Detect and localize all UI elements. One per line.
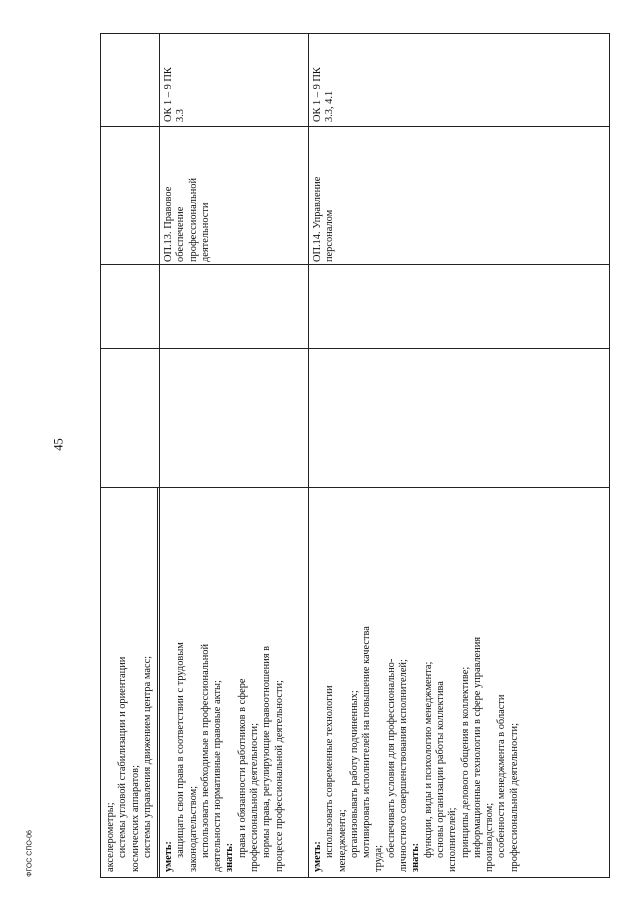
- content-line: уметь:: [312, 841, 323, 872]
- content-line: нормы права, регулирующие правоотношения в: [261, 645, 273, 858]
- content-line: знать:: [410, 842, 422, 872]
- content-line: особенности менеджмента в области: [496, 694, 508, 858]
- column-divider: [101, 126, 609, 127]
- competency-cell: ОК 1 – 9 ПК 3.3, 4.1: [312, 67, 336, 122]
- discipline-cell: ОП.14. Управление персоналом: [312, 176, 336, 262]
- content-cell: [312, 492, 521, 872]
- header-divider: [157, 488, 158, 877]
- page-number: 45: [51, 438, 66, 451]
- column-divider: [101, 264, 609, 265]
- content-line: процессе профессиональной деятельности;: [273, 680, 285, 872]
- column-divider: [101, 487, 609, 488]
- content-cell: [105, 492, 154, 872]
- content-line: знать:: [224, 842, 236, 872]
- content-line: организовывать работу подчиненных;: [348, 690, 360, 858]
- content-line: использовать необходимые в профессиональной: [199, 643, 211, 858]
- column-divider: [101, 348, 609, 349]
- content-line: личностного совершенствования исполнителей;: [398, 659, 410, 872]
- content-line: основы организации работы коллектива: [434, 681, 446, 858]
- footer-code: ФГОС СПО-06: [26, 830, 34, 877]
- competency-cell: ОК 1 – 9 ПК 3.3: [163, 67, 187, 122]
- content-line: функции, виды и психологию менеджмента;: [422, 661, 434, 858]
- content-line: деятельности нормативные правовые акты;: [212, 680, 224, 872]
- content-line: обеспечивать условия для профессионально-: [385, 658, 397, 858]
- content-line: профессиональной деятельности;: [249, 722, 261, 872]
- content-line: менеджмента;: [336, 809, 348, 872]
- competency-table: [100, 33, 610, 878]
- content-line: защищать свои права в соответствии с трудовым: [175, 642, 187, 858]
- content-line: труда;: [373, 844, 385, 872]
- rotated-page-content: [100, 33, 610, 878]
- content-line: исполнителей;: [447, 807, 459, 872]
- content-line: права и обязанности работников в сфере: [236, 678, 248, 858]
- content-line: принципы делового общения в коллективе;: [459, 666, 471, 858]
- content-line: использовать современные технологии: [324, 685, 336, 858]
- content-line: информационные технологии в сфере управления: [471, 636, 483, 858]
- content-line: космических аппаратов;: [129, 765, 141, 872]
- content-line: системы управления движением центра масс;: [141, 655, 153, 858]
- discipline-cell: ОП.13. Правовое обеспечение профессиональной деятельности: [163, 177, 211, 262]
- content-line: законодательством;: [187, 785, 199, 872]
- content-line: профессиональной деятельности;: [508, 722, 520, 872]
- content-line: производством;: [484, 802, 496, 872]
- content-line: уметь:: [163, 841, 174, 872]
- content-cell: [163, 492, 286, 872]
- content-line: акселерометры;: [105, 802, 116, 872]
- content-line: системы угловой стабилизации и ориентации: [117, 656, 129, 858]
- content-line: мотивировать исполнителей на повышение качества: [361, 626, 373, 858]
